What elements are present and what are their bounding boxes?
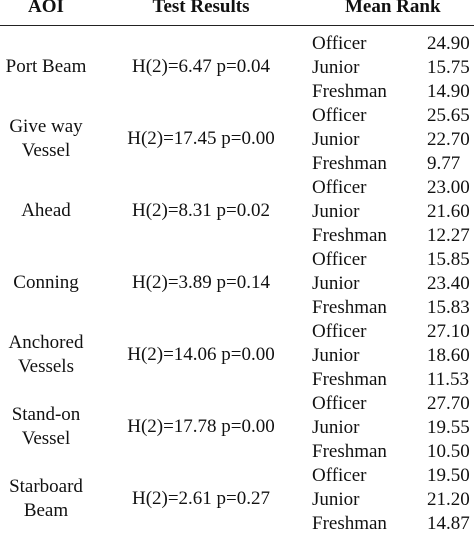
test-result: H(2)=8.31 p=0.02 [131, 200, 271, 221]
rank-value: 14.90 [427, 81, 470, 102]
aoi-label: Vessels [18, 356, 74, 377]
test-result: H(2)=17.45 p=0.00 [127, 128, 275, 149]
rank-value: 15.75 [427, 57, 470, 78]
rank-value: 27.10 [427, 321, 470, 342]
rank-group: Junior [312, 129, 360, 150]
test-result: H(2)=6.47 p=0.04 [131, 56, 271, 77]
rank-group: Junior [312, 417, 360, 438]
rank-group: Junior [312, 345, 360, 366]
rank-value: 11.53 [427, 369, 470, 390]
rank-group: Officer [312, 177, 367, 198]
aoi-label: Starboard [9, 476, 83, 497]
rank-value: 25.65 [427, 105, 470, 126]
rank-group: Officer [312, 465, 367, 486]
rank-value: 18.60 [427, 345, 470, 366]
aoi-label: Port Beam [5, 56, 87, 77]
rank-group: Junior [312, 201, 360, 222]
aoi-label: Vessel [21, 140, 71, 161]
rank-value: 23.40 [427, 273, 470, 294]
rank-group: Officer [312, 33, 367, 54]
aoi-label: Ahead [21, 200, 71, 221]
rank-value: 21.20 [427, 489, 470, 510]
rank-group: Junior [312, 273, 360, 294]
rank-group: Freshman [312, 225, 387, 246]
header-aoi: AOI [28, 0, 64, 17]
rank-group: Freshman [312, 369, 387, 390]
aoi-label: Anchored [8, 332, 84, 353]
rank-group: Freshman [312, 297, 387, 318]
aoi-label: Give way [9, 116, 83, 137]
rank-group: Officer [312, 105, 367, 126]
rank-value: 19.55 [427, 417, 470, 438]
header-test-results: Test Results [152, 0, 250, 17]
rank-group: Officer [312, 321, 367, 342]
header-rule [0, 25, 474, 26]
aoi-label: Vessel [21, 428, 71, 449]
rank-value: 10.50 [427, 441, 470, 462]
rank-value: 14.87 [427, 513, 470, 534]
rank-group: Freshman [312, 513, 387, 534]
rank-group: Officer [312, 249, 367, 270]
rank-value: 21.60 [427, 201, 470, 222]
rank-group: Freshman [312, 81, 387, 102]
rank-value: 24.90 [427, 33, 470, 54]
rank-value: 12.27 [427, 225, 470, 246]
header-mean-rank: Mean Rank [345, 0, 441, 17]
test-result: H(2)=2.61 p=0.27 [131, 488, 271, 509]
rank-value: 23.00 [427, 177, 470, 198]
test-result: H(2)=3.89 p=0.14 [131, 272, 271, 293]
rank-value: 15.85 [427, 249, 470, 270]
rank-value: 19.50 [427, 465, 470, 486]
rank-group: Freshman [312, 441, 387, 462]
rank-value: 22.70 [427, 129, 470, 150]
rank-value: 9.77 [427, 153, 461, 174]
aoi-label: Beam [23, 500, 69, 521]
rank-group: Officer [312, 393, 367, 414]
test-result: H(2)=14.06 p=0.00 [127, 344, 275, 365]
rank-group: Junior [312, 57, 360, 78]
aoi-label: Stand-on [11, 404, 81, 425]
rank-group: Freshman [312, 153, 387, 174]
rank-value: 27.70 [427, 393, 470, 414]
rank-group: Junior [312, 489, 360, 510]
test-result: H(2)=17.78 p=0.00 [127, 416, 275, 437]
rank-value: 15.83 [427, 297, 470, 318]
aoi-label: Conning [13, 272, 79, 293]
